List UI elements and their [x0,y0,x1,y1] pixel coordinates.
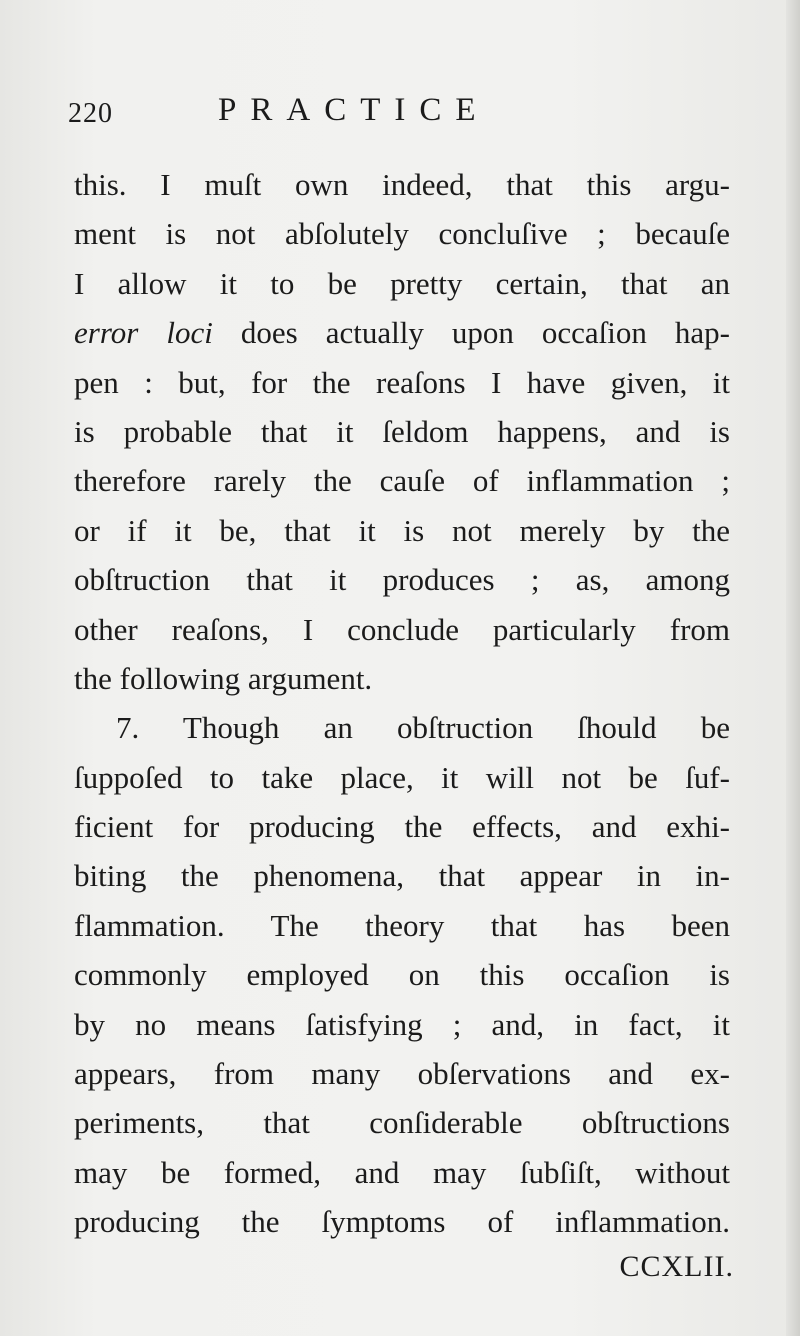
text-line: pen : but, for the reaſons I have given, it [74,364,730,400]
text-line: periments, that conſiderable obſtructions [74,1105,730,1141]
paragraph-start-line: 7. Though an obſtruction ſhould be [116,710,730,746]
running-title: PRACTICE [218,92,490,128]
catchword: CCXLII. [619,1250,734,1283]
page-header [68,92,728,142]
text-line: producing the ſymptoms of inflammation. [74,1204,730,1240]
text-line: commonly employed on this occaſion is [74,957,730,993]
body-text [74,160,730,1247]
text-line: ment is not abſolutely concluſive ; becauſe [74,216,730,252]
text-line-rest: does actually upon occaſion hap- [212,315,730,351]
text-line: I allow it to be pretty certain, that an [74,265,730,301]
text-line: other reaſons, I conclude particularly from [74,611,730,647]
text-line: ficient for producing the effects, and exhi- [74,809,730,845]
text-line [74,308,730,357]
page-number: 220 [68,98,113,129]
text-line: appears, from many obſervations and ex- [74,1056,730,1092]
text-line: by no means ſatisfying ; and, in fact, it [74,1006,730,1042]
text-line: is probable that it ſeldom happens, and is [74,413,730,449]
italic-phrase: error loci [74,315,213,351]
text-line: may be formed, and may ſubſiſt, without [74,1154,730,1190]
text-line: biting the phenomena, that appear in in- [74,858,730,894]
text-line: therefore rarely the cauſe of inflammation ; [74,463,730,499]
text-line: the following argument. [74,660,373,696]
text-line: ſuppoſed to take place, it will not be ſuf- [74,759,730,795]
page-edge-shadow [786,0,800,1336]
text-line: or if it be, that it is not merely by the [74,512,730,548]
text-line: this. I muſt own indeed, that this argu- [74,167,730,202]
text-line: obſtruction that it produces ; as, among [74,562,730,598]
text-line: flammation. The theory that has been [74,907,730,943]
